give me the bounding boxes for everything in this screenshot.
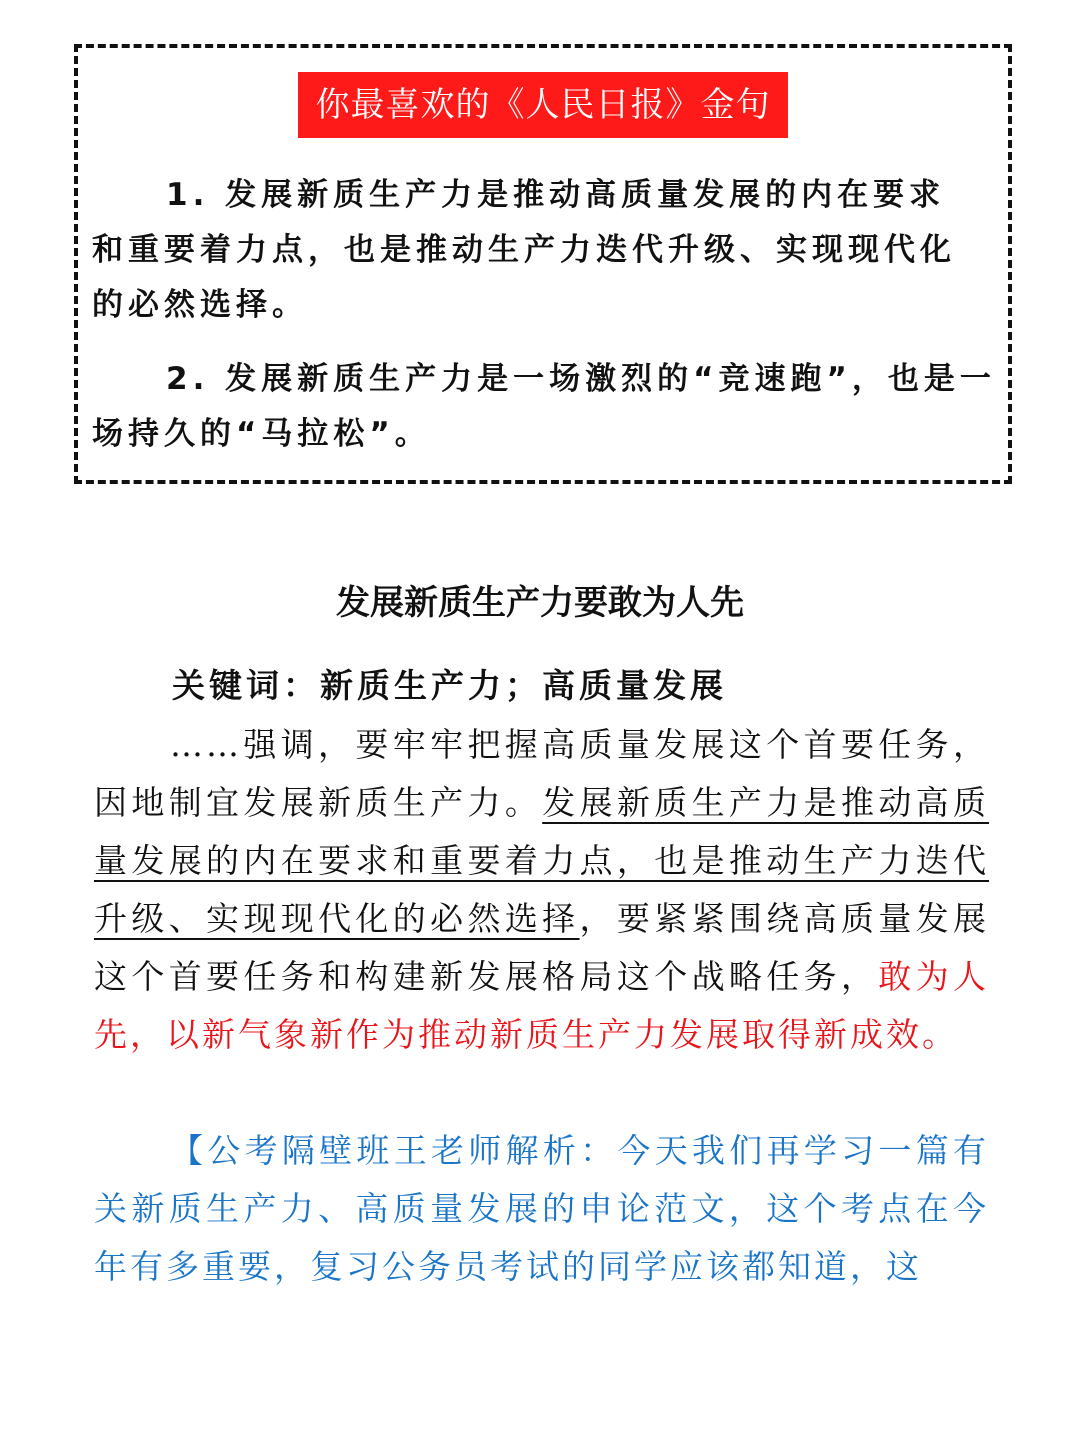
quote-item-1: 1. 发展新质生产力是推动高质量发展的内在要求和重要着力点，也是推动生产力迭代升级、实现现代化的必然选择。 bbox=[92, 177, 956, 323]
article-title: 发展新质生产力要敢为人先 bbox=[336, 583, 744, 623]
paragraph-red-highlight: 敢为人先，以新气象新作为推动新质生产力发展取得新成效。 bbox=[94, 957, 990, 1054]
teacher-analysis: 【公考隔壁班王老师解析：今天我们再学习一篇有关新质生产力、高质量发展的申论范文，这个考点在今年有多重要，复习公务员考试的同学应该都知道，这 bbox=[94, 1131, 989, 1286]
paragraph-underlined-quote: 发展新质生产力是推动高质量发展的内在要求和重要着力点，也是推动生产力迭代升级、实现现代化的必然选择 bbox=[94, 783, 990, 938]
quote-box-title: 你最喜欢的《人民日报》金句 bbox=[298, 72, 788, 138]
paragraph-middle: ，要紧紧围绕高质量发展这个首要任务和构建新发展格局这个战略任务， bbox=[94, 899, 990, 996]
quote-item-2: 2. 发展新质生产力是一场激烈的“竞速跑”，也是一场持久的“马拉松”。 bbox=[92, 361, 996, 452]
paragraph-intro: ……强调，要牢牢把握高质量发展这个首要任务，因地制宜发展新质生产力。 bbox=[94, 725, 989, 822]
article-paragraph bbox=[94, 716, 989, 1064]
keywords-line: 关键词：新质生产力；高质量发展 bbox=[172, 666, 727, 705]
